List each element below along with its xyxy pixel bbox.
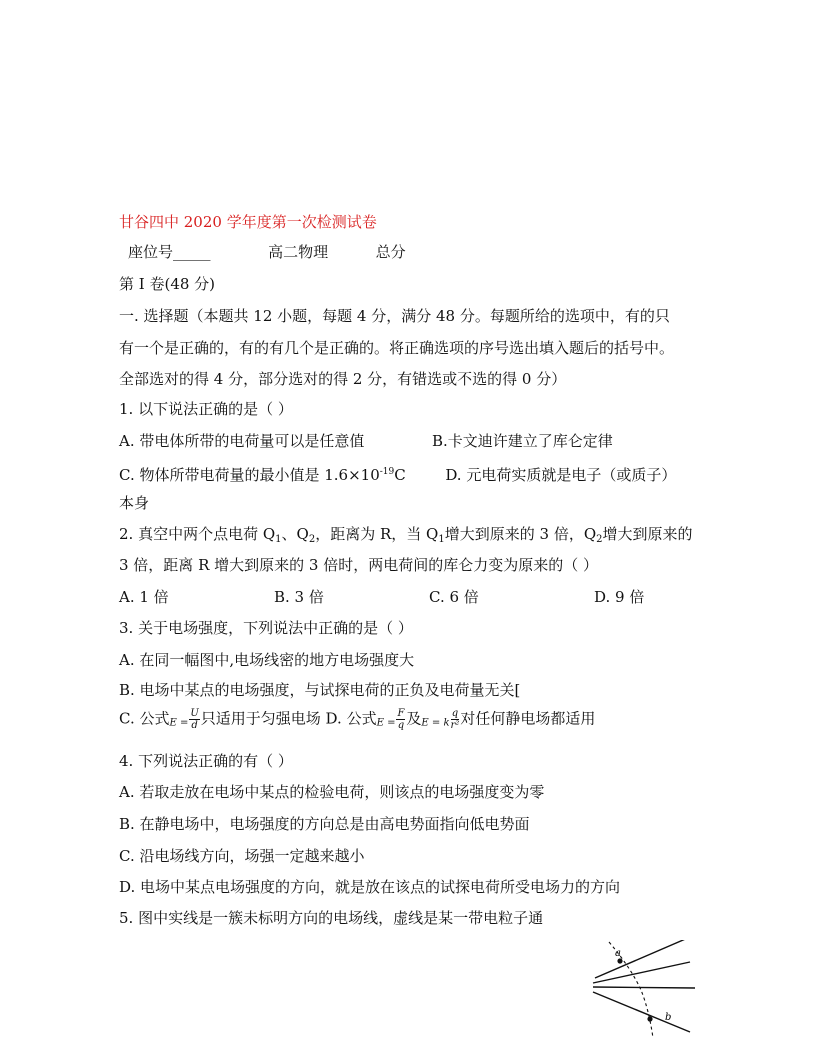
subject-label: 高二物理: [268, 243, 329, 261]
point-b-label: b: [665, 1012, 672, 1023]
q2-option-c: C. 6 倍: [429, 588, 479, 606]
point-a-label: a: [615, 948, 621, 959]
instructions-line-1: 一. 选择题（本题共 12 小题，每题 4 分，满分 48 分。每题所给的选项中，有的只: [119, 307, 670, 325]
q4-option-d: D. 电场中某点电场强度的方向，就是放在该点的试探电荷所受电场力的方向: [119, 878, 621, 896]
formula-d: d: [191, 720, 198, 731]
q2-stem-line-2: 3 倍，距离 R 增大到原来的 3 倍时，两电荷间的库仑力变为原来的（ ）: [119, 556, 598, 574]
q3-option-a: A. 在同一幅图中,电场线密的地方电场强度大: [119, 651, 415, 669]
q1-options-ab: [119, 431, 613, 451]
formula-f-over-q: [396, 708, 405, 731]
point-a-marker: [617, 958, 622, 963]
q2-sub-3: 1: [438, 534, 445, 545]
q2-text-2: 、Q: [281, 525, 309, 543]
formula-f: F: [397, 708, 405, 719]
q1-option-a: A. 带电体所带的电荷量可以是任意值: [119, 432, 365, 450]
q3-option-c-prefix: C. 公式: [119, 709, 170, 728]
q3-stem: 3. 关于电场强度，下列说法中正确的是（ ）: [119, 619, 413, 637]
q1-option-b: B.卡文迪许建立了库仑定律: [431, 432, 613, 450]
q2-text-1: 2. 真空中两个点电荷 Q: [119, 525, 276, 543]
q3-option-d-suffix: 对任何静电场都适用: [460, 709, 596, 728]
q4-option-a: A. 若取走放在电场中某点的检验电荷，则该点的电场强度变为零: [119, 783, 545, 801]
q1-stem: 1. 以下说法正确的是（ ）: [119, 400, 293, 418]
q2-option-a: A. 1 倍: [119, 588, 169, 606]
formula-e-lhs-3: E = k: [421, 717, 450, 729]
exam-title: 甘谷四中 2020 学年度第一次检测试卷: [119, 213, 377, 231]
seat-number-field: 座位号_____: [128, 243, 211, 261]
formula-q: q: [397, 720, 405, 731]
formula-q-over-r2: [451, 708, 460, 731]
q5-stem: 5. 图中实线是一簇未标明方向的电场线，虚线是某一带电粒子通: [119, 909, 544, 927]
q2-sub-2: 2: [308, 534, 316, 545]
formula-u: U: [190, 708, 199, 719]
q1-option-d: D. 元电荷实质就是电子（或质子）: [445, 466, 677, 484]
q2-option-b: B. 3 倍: [274, 588, 324, 606]
q1-option-c: [119, 466, 406, 484]
field-line-4: [593, 992, 690, 1032]
q4-stem: 4. 下列说法正确的有（ ）: [119, 752, 293, 770]
header-row: [128, 242, 406, 262]
q1-option-c-exponent: -19: [379, 467, 395, 477]
q2-options: [119, 587, 644, 607]
q2-option-d: D. 9 倍: [594, 588, 645, 606]
instructions-line-2: 有一个是正确的，有的有几个是正确的。将正确选项的序号选出填入题后的括号中。: [119, 339, 675, 357]
q1-option-c-unit: C: [394, 466, 406, 484]
q1-option-d-continued: 本身: [119, 494, 150, 512]
electric-field-figure: [585, 940, 700, 1040]
formula-and: 及: [406, 709, 422, 728]
q3-option-b: B. 电场中某点的电场强度，与试探电荷的正负及电荷量无关[: [119, 681, 521, 699]
total-score-label: 总分: [375, 243, 406, 261]
field-line-3: [593, 987, 695, 988]
q2-text-3: ，距离为 R，当 Q: [315, 525, 439, 543]
q1-option-c-text: C. 物体所带电荷量的最小值是 1.6×10: [119, 466, 380, 484]
q2-sub-4: 2: [596, 534, 603, 545]
q2-text-4: 增大到原来的 3 倍，Q: [444, 525, 597, 543]
q3-options-cd: [119, 708, 595, 734]
formula-e-lhs: E =: [169, 717, 189, 729]
formula-r2: r²: [450, 720, 460, 731]
formula-e-lhs-2: E =: [376, 717, 396, 729]
q3-option-c-suffix: 只适用于匀强电场 D. 公式: [200, 709, 377, 728]
section-heading: 第 I 卷(48 分): [119, 275, 216, 293]
q2-stem-line-1: [119, 524, 693, 550]
q2-sub-1: 1: [275, 534, 282, 545]
q2-text-5: 增大到原来的: [602, 525, 693, 543]
formula-u-over-d: [189, 708, 199, 731]
q4-option-c: C. 沿电场线方向，场强一定越来越小: [119, 847, 365, 865]
q1-options-cd: [119, 462, 676, 485]
point-b-marker: [647, 1016, 652, 1021]
field-line-1: [595, 940, 697, 978]
q4-option-b: B. 在静电场中，电场强度的方向总是由高电势面指向低电势面: [119, 815, 530, 833]
formula-q2: q: [451, 708, 459, 719]
instructions-line-3: 全部选对的得 4 分，部分选对的得 2 分，有错选或不选的得 0 分）: [119, 370, 567, 388]
